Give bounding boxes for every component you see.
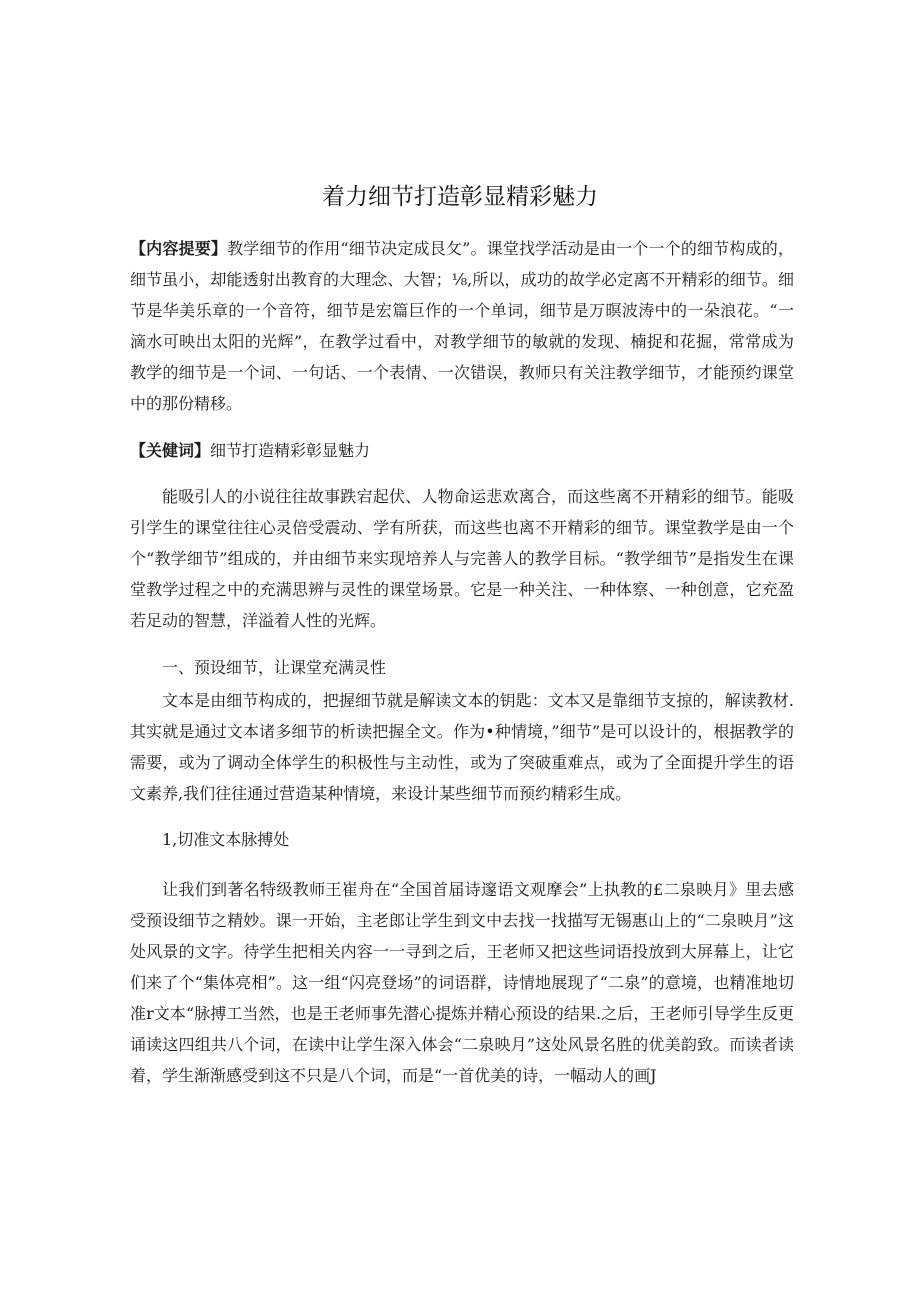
- section-heading-1: 一、预设细节，让课堂充满灵性: [162, 658, 387, 677]
- body-paragraph-1: 能吸引人的小说往往故事跌宕起伏、人物命运悲欢离合，而这些离不开精彩的细节。能吸引学生的课堂往往心灵倍受震动、学有所获，而这些也离不开精彩的细节。课堂教学是由一个个“教学细节”组成的，并由细节来实现培养人与完善人的教学目标。“教学细节”是指发生在课堂教学过程之中的充满思辨与灵性的课堂场景。它是一种关注、一种体察、一种创意，它充盈若足动的智慧，洋溢着人性的光辉。: [130, 487, 794, 630]
- keywords-text: 细节打造精彩彰显魅力: [210, 441, 371, 460]
- keywords-section: [130, 435, 794, 466]
- body-paragraph-2: 文本是由细节构成的，把握细节就是解读文本的钥匙：文本又是靠细节支掠的，解读教材.其实就是通过文本诸多细节的析读把握全文。作为•种情境，”细节”是可以设计的，根据教学的需要，或为了调动全体学生的积极性与主动性，或为了突破重难点，或为了全面提升学生的语文素养,我们往往通过营造某种情境，来设计某些细节而预约精彩生成。: [130, 691, 794, 803]
- keywords-label: 【关健词】: [130, 441, 211, 460]
- body-paragraph-3: 让我们到著名特级教师王崔舟在“全国首届诗邃语文观摩会”上执教的£二泉映月》里去感受预设细节之精妙。课一开始，主老郎让学生到文中去找一找描写无锡惠山上的“二泉映月”这处风景的文字。待学生把相关内容一一寻到之后，王老师又把这些词语投放到大屏幕上，让它们来了个“集体亮相”。这一组“闪亮登场”的词语群，诗情地展现了“二泉”的意境，也精准地切准r文本“脉搏工当然，也是王老师事先潜心提炼并精心预设的结果.之后，王老师引导学生反更诵读这四组共八个词，在读中让学生深入体会“二泉映月”这处风景名胜的优美韵致。而读者读着，学生渐渐感受到这不只是八个词，而是“一首优美的诗，一幅动人的画J: [130, 880, 794, 1085]
- abstract-label: 【内容提要】: [130, 239, 228, 258]
- abstract-text: 教学细节的作用“细节决定成艮攵”。课堂找学活动是由一个一个的细节构成的，细节虽小，却能透射出教育的大理念、大智；⅛,所以，成功的故学必定离不开精彩的细节。细节是华美乐章的一个音符，细节是宏篇巨作的一个单词，细节是万暝波涛中的一朵浪花。“一滴水可映出太阳的光辉”，在教学过看中，对教学细节的敏就的发现、楠捉和花掘，常常成为教学的细节是一个词、一句话、一个表情、一次错误，教师只有关注教学细节，才能预约课堂中的那份精移。: [130, 239, 794, 413]
- abstract-section: [130, 233, 794, 419]
- document-title: 着力细节打造彰显精彩魅力: [322, 184, 598, 210]
- subsection-heading-1: 1,切准文本脉搏处: [162, 830, 290, 849]
